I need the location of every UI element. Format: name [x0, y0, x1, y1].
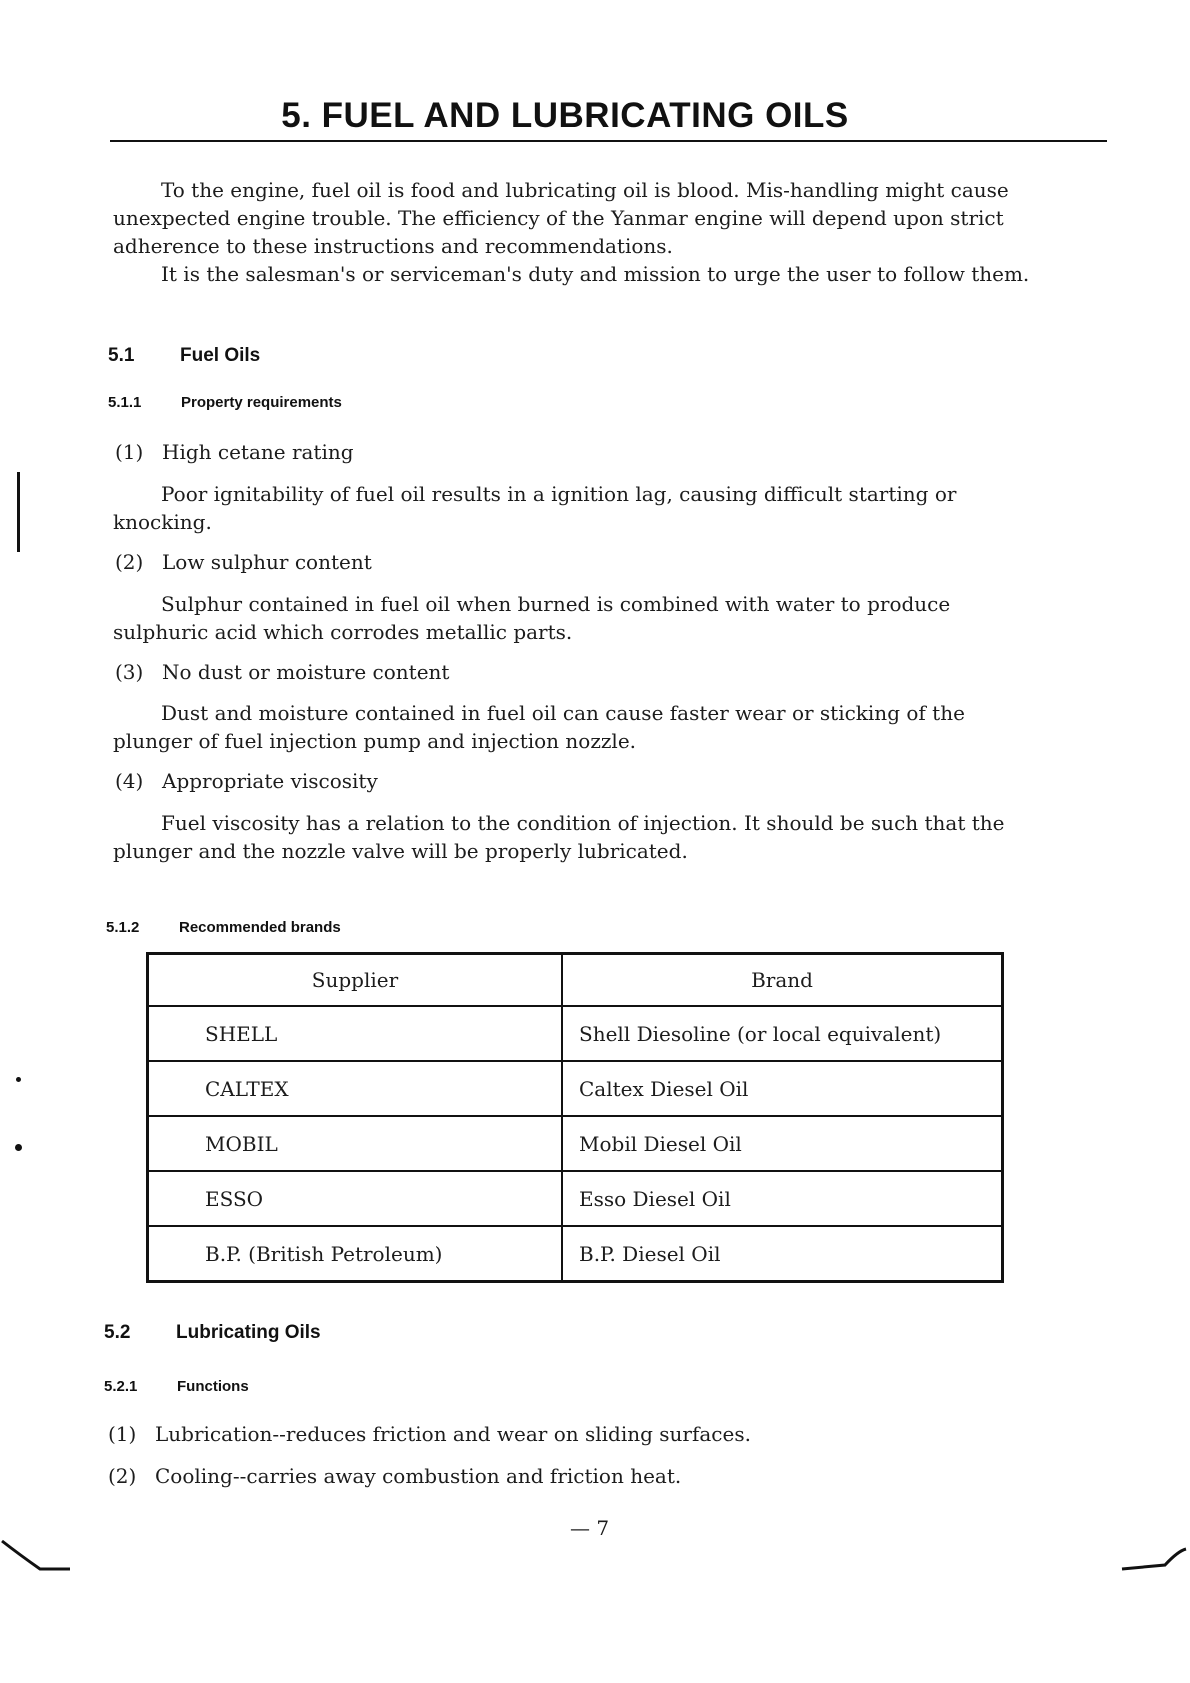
table-row	[148, 1171, 1003, 1226]
requirement-2-heading	[115, 550, 372, 574]
item-number: (3)	[115, 660, 144, 684]
intro-line-2: unexpected engine trouble. The efficiency of the Yanmar engine will depend upon strict	[113, 206, 1004, 230]
brand-cell: Mobil Diesel Oil	[562, 1116, 1003, 1171]
requirement-1-text-line-1: Poor ignitability of fuel oil results in a ignition lag, causing difficult starting or	[161, 482, 957, 506]
requirement-4-text-line-1: Fuel viscosity has a relation to the condition of injection. It should be such that the	[161, 811, 1005, 835]
requirement-4-heading	[115, 769, 378, 793]
section-number: 5.1	[108, 345, 135, 366]
requirement-2-text-line-2: sulphuric acid which corrodes metallic parts.	[113, 620, 573, 644]
table-header-row	[148, 954, 1003, 1007]
section-5-2-1-heading	[104, 1378, 249, 1395]
section-number: 5.2	[104, 1322, 131, 1343]
supplier-cell: CALTEX	[148, 1061, 563, 1116]
supplier-cell: MOBIL	[148, 1116, 563, 1171]
supplier-cell: SHELL	[148, 1006, 563, 1061]
requirement-3-heading	[115, 660, 449, 684]
supplier-cell: ESSO	[148, 1171, 563, 1226]
requirement-4-text-line-2: plunger and the nozzle valve will be properly lubricated.	[113, 839, 688, 863]
punch-dot	[15, 1144, 22, 1151]
function-text: Cooling--carries away combustion and friction heat.	[155, 1464, 682, 1488]
requirement-3-text-line-2: plunger of fuel injection pump and injection nozzle.	[113, 729, 637, 753]
item-number: (4)	[115, 769, 144, 793]
item-number: (2)	[115, 550, 144, 574]
section-5-1-2-heading	[106, 919, 341, 936]
title-underline	[110, 140, 1107, 142]
section-5-1-heading	[108, 345, 260, 367]
table-row	[148, 1116, 1003, 1171]
corner-scribble	[0, 1535, 80, 1575]
item-label: Low sulphur content	[162, 550, 372, 574]
item-label: No dust or moisture content	[162, 660, 450, 684]
item-label: Appropriate viscosity	[162, 769, 378, 793]
subsection-number: 5.2.1	[104, 1378, 138, 1395]
item-number: (1)	[115, 440, 144, 464]
item-number: (1)	[108, 1422, 137, 1446]
requirement-3-text-line-1: Dust and moisture contained in fuel oil can cause faster wear or sticking of the	[161, 701, 965, 725]
supplier-cell: B.P. (British Petroleum)	[148, 1226, 563, 1282]
section-5-2-heading	[104, 1322, 321, 1344]
function-1	[108, 1422, 751, 1446]
brand-cell: Caltex Diesel Oil	[562, 1061, 1003, 1116]
brand-cell: B.P. Diesel Oil	[562, 1226, 1003, 1282]
requirement-1-heading	[115, 440, 354, 464]
subsection-label: Recommended brands	[179, 919, 341, 936]
subsection-number: 5.1.2	[106, 919, 140, 936]
subsection-label: Functions	[177, 1378, 249, 1395]
section-label: Fuel Oils	[180, 345, 261, 366]
binding-mark	[17, 472, 20, 552]
table-row	[148, 1061, 1003, 1116]
table-header-brand: Brand	[562, 954, 1003, 1007]
section-label: Lubricating Oils	[176, 1322, 321, 1343]
brand-cell: Shell Diesoline (or local equivalent)	[562, 1006, 1003, 1061]
requirement-1-text-line-2: knocking.	[113, 510, 212, 534]
punch-dot	[16, 1077, 21, 1082]
section-5-1-1-heading	[108, 394, 342, 411]
item-label: High cetane rating	[162, 440, 354, 464]
function-text: Lubrication--reduces friction and wear on sliding surfaces.	[155, 1422, 751, 1446]
intro-line-4: It is the salesman's or serviceman's duty and mission to urge the user to follow them.	[161, 262, 1030, 286]
recommended-brands-table	[146, 952, 1004, 1283]
function-2	[108, 1464, 681, 1488]
table-header-supplier: Supplier	[148, 954, 563, 1007]
requirement-2-text-line-1: Sulphur contained in fuel oil when burned is combined with water to produce	[161, 592, 951, 616]
subsection-number: 5.1.1	[108, 394, 142, 411]
intro-line-3: adherence to these instructions and recommendations.	[113, 234, 673, 258]
page-number: — 7	[570, 1516, 610, 1540]
table-row	[148, 1226, 1003, 1282]
item-number: (2)	[108, 1464, 137, 1488]
brand-cell: Esso Diesel Oil	[562, 1171, 1003, 1226]
subsection-label: Property requirements	[181, 394, 342, 411]
page-title: 5. FUEL AND LUBRICATING OILS	[281, 96, 849, 135]
table-row	[148, 1006, 1003, 1061]
intro-line-1: To the engine, fuel oil is food and lubricating oil is blood. Mis-handling might cause	[161, 178, 1009, 202]
corner-scribble	[1120, 1545, 1190, 1575]
